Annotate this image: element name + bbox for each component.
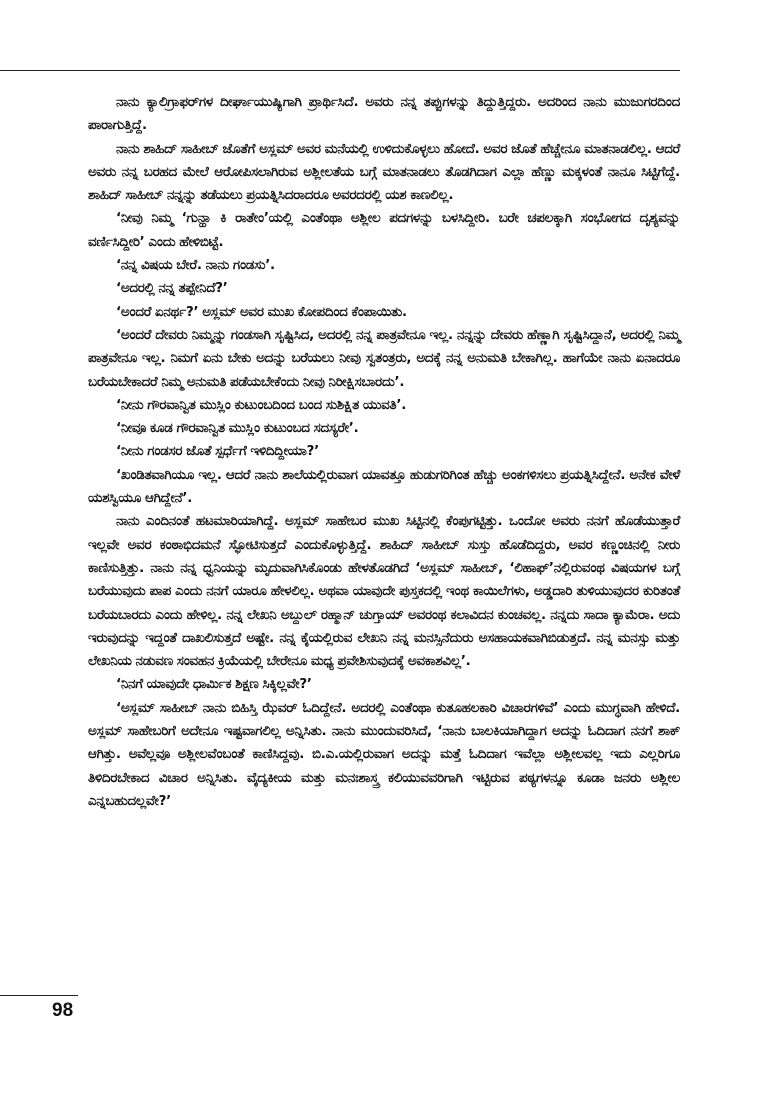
page-number: 98 [52, 1000, 74, 1021]
footer-rule [0, 995, 78, 996]
paragraph: ‘ನೀವು ನಿಮ್ಮ ‘ಗುನ್ಹಾ ಕಿ ರಾತೇಂ’ಯಲ್ಲಿ ಎಂತೆಂಥಾ ಅಶ್ಲೀಲ ಪದಗಳನ್ನು ಬಳಸಿದ್ದೀರಿ. ಬರೇ ಚಪಲಕ್ಕಾಗಿ ಸಂಭೋಗದ ದೃಶ್ಯವನ್ನು ವರ್ಣಿಸಿದ್ದೀರಿ’ ಎಂದು ಹೇಳಿಬಿಟ್ಟೆ. [88, 211, 680, 250]
paragraph: ‘ಅಂದರೆ ದೇವರು ನಿಮ್ಮನ್ನು ಗಂಡಸಾಗಿ ಸೃಷ್ಟಿಸಿದ, ಅದರಲ್ಲಿ ನನ್ನ ಪಾತ್ರವೇನೂ ಇಲ್ಲ. ನನ್ನನ್ನು ದೇವರು ಹೆಣ್ಣಾಗಿ ಸೃಷ್ಟಿಸಿದ್ದಾನೆ, ಅದರಲ್ಲಿ ನಿಮ್ಮ ಪಾತ್ರವೇನೂ ಇಲ್ಲ. ನಿಮಗೆ ಏನು ಬೇಕು ಅದನ್ನು ಬರೆಯಲು ನೀವು ಸ್ವತಂತ್ರರು, ಅದಕ್ಕೆ ನನ್ನ ಅನುಮತಿ ಬೇಕಾಗಿಲ್ಲ. ಹಾಗೆಯೇ ನಾನು ಏನಾದರೂ ಬರೆಯಬೇಕಾದರೆ ನಿಮ್ಮ ಅನುಮತಿ ಪಡೆಯಬೇಕೆಂದು ನೀವು ನಿರೀಕ್ಷಿಸಬಾರದು’. [88, 327, 680, 390]
paragraph: ‘ಅಂದರೆ ಏನರ್ಥ?’ ಅಸ್ಲಮ್ ಅವರ ಮುಖ ಕೋಪದಿಂದ ಕೆಂಪಾಯಿತು. [116, 304, 407, 320]
paragraph: ನಾನು ಎಂದಿನಂತೆ ಹಟಮಾರಿಯಾಗಿದ್ದೆ. ಅಸ್ಲಮ್ ಸಾಹೇಬರ ಮುಖ ಸಿಟ್ಟಿನಲ್ಲಿ ಕೆಂಪುಗಟ್ಟಿತ್ತು. ಒಂದೋ ಅವರು ನನಗೆ ಹೊಡೆಯುತ್ತಾರೆ ಇಲ್ಲವೇ ಅವರ ಕಂಠಾಭಿದಮನೆ ಸ್ಫೋಟಿಸುತ್ತದೆ ಎಂದುಕೊಳ್ಳುತ್ತಿದ್ದೆ. ಶಾಹಿದ್ ಸಾಹೀಬ್ ಸುಸ್ತು ಹೊಡೆದಿದ್ದರು, ಅವರ ಕಣ್ಣಂಚಿನಲ್ಲಿ ನೀರು ಕಾಣಿಸುತ್ತಿತ್ತು. ನಾನು ನನ್ನ ಧ್ವನಿಯನ್ನು ಮೃದುವಾಗಿಸಿಕೊಂಡು ಹೇಳತೊಡಗಿದೆ ‘ಅಸ್ಲಮ್ ಸಾಹೀಬ್, ‘ಲಿಹಾಫ್’ನಲ್ಲಿರುವಂಥ ವಿಷಯಗಳ ಬಗ್ಗೆ ಬರೆಯುವುದು ಪಾಪ ಎಂದು ನನಗೆ ಯಾರೂ ಹೇಳಲಿಲ್ಲ. ಅಥವಾ ಯಾವುದೇ ಪುಸ್ತಕದಲ್ಲಿ ಇಂಥ ಕಾಯಿಲೆಗಳು, ಅಡ್ಡದಾರಿ ತುಳಿಯುವುದರ ಕುರಿತಂತೆ ಬರೆಯಬಾರದು ಎಂದು ಹೇಳಿಲ್ಲ. ನನ್ನ ಲೇಖನಿ ಅಬ್ದುಲ್ ರಹ್ಮಾನ್ ಚುಗ್ತಾಯ್ ಅವರಂಥ ಕಲಾವಿದನ ಕುಂಚವಲ್ಲ. ನನ್ನದು ಸಾದಾ ಕ್ಯಾಮೆರಾ. ಅದು ಇರುವುದನ್ನು ಇದ್ದಂತೆ ದಾಖಲಿಸುತ್ತದೆ ಅಷ್ಟೇ. ನನ್ನ ಕೈಯಲ್ಲಿರುವ ಲೇಖನಿ ನನ್ನ ಮನಸ್ಸಿನೆದುರು ಅಸಹಾಯಕವಾಗಿಬಿಡುತ್ತದೆ. ನನ್ನ ಮನಸ್ಸು ಮತ್ತು ಲೇಖನಿಯ ನಡುವಣ ಸಂವಹನ ಕ್ರಿಯೆಯಲ್ಲಿ ಬೇರೇನೂ ಮಧ್ಯ ಪ್ರವೇಶಿಸುವುದಕ್ಕೆ ಅವಕಾಶವಿಲ್ಲ’. [88, 514, 680, 670]
paragraph: ‘ನೀನು ಗಂಡಸರ ಜೊತೆ ಸ್ಪರ್ಧೆಗೆ ಇಳಿದಿದ್ದೀಯಾ?’ [116, 444, 319, 460]
header-rule [0, 70, 680, 71]
paragraph: ‘ನನ್ನ ವಿಷಯ ಬೇರೆ. ನಾನು ಗಂಡಸು’. [116, 258, 275, 274]
paragraph: ‘ಅದರಲ್ಲಿ ನನ್ನ ತಪ್ಪೇನಿದೆ?’ [116, 281, 228, 297]
paragraph: ‘ಅಸ್ಲಮ್ ಸಾಹೀಬ್ ನಾನು ಬಿಹಿಸ್ತಿ ಝೆವರ್ ಓದಿದ್ದೇನೆ. ಅದರಲ್ಲಿ ಎಂತೆಂಥಾ ಕುತೂಹಲಕಾರಿ ವಿಚಾರಗಳಿವೆ’ ಎಂದು ಮುಗ್ಧವಾಗಿ ಹೇಳಿದೆ. ಅಸ್ಲಮ್ ಸಾಹೇಬರಿಗೆ ಅದೇನೂ ಇಷ್ಟವಾಗಲಿಲ್ಲ ಅನ್ನಿಸಿತು. ನಾನು ಮುಂದುವರಿಸಿದೆ, ‘ನಾನು ಬಾಲಕಿಯಾಗಿದ್ದಾಗ ಅದನ್ನು ಓದಿದಾಗ ನನಗೆ ಶಾಕ್ ಆಗಿತ್ತು. ಅವೆಲ್ಲವೂ ಅಶ್ಲೀಲವೆಂಬಂತೆ ಕಾಣಿಸಿದ್ದವು. ಬಿ.ಎ.ಯಲ್ಲಿರುವಾಗ ಅದನ್ನು ಮತ್ತೆ ಓದಿದಾಗ ಇವೆಲ್ಲಾ ಅಶ್ಲೀಲವಲ್ಲ ಇದು ಎಲ್ಲರಿಗೂ ತಿಳಿದಿರಬೇಕಾದ ವಿಚಾರ ಅನ್ನಿಸಿತು. ವೈದ್ಯಕೀಯ ಮತ್ತು ಮನಃಶಾಸ್ತ್ರ ಕಲಿಯುವವರಿಗಾಗಿ ಇಟ್ಟಿರುವ ಪಠ್ಯಗಳನ್ನೂ ಕೂಡಾ ಜನರು ಅಶ್ಲೀಲ ಎನ್ನಬಹುದಲ್ಲವೇ?’ [88, 700, 680, 809]
paragraph: ನಾನು ಶಾಹಿದ್ ಸಾಹೀಬ್ ಜೊತೆಗೆ ಅಸ್ಲಮ್ ಅವರ ಮನೆಯಲ್ಲಿ ಉಳಿದುಕೊಳ್ಳಲು ಹೋದೆ. ಅವರ ಜೊತೆ ಹೆಚ್ಚೇನೂ ಮಾತನಾಡಲಿಲ್ಲ. ಆದರೆ ಅವರು ನನ್ನ ಬರಹದ ಮೇಲೆ ಆರೋಪಿಸಲಾಗಿರುವ ಅಶ್ಲೀಲತೆಯ ಬಗ್ಗೆ ಮಾತನಾಡಲು ತೊಡಗಿದಾಗ ಎಲ್ಲಾ ಹೆಣ್ಣು ಮಕ್ಕಳಂತೆ ನಾನೂ ಸಿಟ್ಟಿಗೆದ್ದೆ. ಶಾಹಿದ್ ಸಾಹೀಬ್ ನನ್ನನ್ನು ತಡೆಯಲು ಪ್ರಯತ್ನಿಸಿದರಾದರೂ ಅವರದರಲ್ಲಿ ಯಶ ಕಾಣಲಿಲ್ಲ. [88, 141, 680, 204]
paragraph: ‘ನೀವೂ ಕೂಡ ಗೌರವಾನ್ವಿತ ಮುಸ್ಲಿಂ ಕುಟುಂಬದ ಸದಸ್ಯರೇ’. [116, 421, 359, 437]
paragraph: ನಾನು ಕ್ಯಾಲಿಗ್ರಾಫರ್‌ಗಳ ದೀರ್ಘಾಯುಷ್ಯಿಗಾಗಿ ಪ್ರಾರ್ಥಿಸಿದೆ. ಅವರು ನನ್ನ ತಪ್ಪುಗಳನ್ನು ತಿದ್ದುತ್ತಿದ್ದರು. ಅದರಿಂದ ನಾನು ಮುಜುಗರದಿಂದ ಪಾರಾಗುತ್ತಿದ್ದೆ. [88, 95, 680, 134]
paragraph: ‘ನಿನಗೆ ಯಾವುದೇ ಧಾರ್ಮಿಕ ಶಿಕ್ಷಣ ಸಿಕ್ಕಿಲ್ಲವೇ?’ [116, 677, 312, 693]
page-body [88, 91, 680, 813]
paragraph: ‘ನೀನು ಗೌರವಾನ್ವಿತ ಮುಸ್ಲಿಂ ಕುಟುಂಬದಿಂದ ಬಂದ ಸುಶಿಕ್ಷಿತ ಯುವತಿ’. [116, 397, 407, 413]
paragraph: ‘ಖಂಡಿತವಾಗಿಯೂ ಇಲ್ಲ. ಆದರೆ ನಾನು ಶಾಲೆಯಲ್ಲಿರುವಾಗ ಯಾವತ್ತೂ ಹುಡುಗರಿಗಿಂತ ಹೆಚ್ಚು ಅಂಕಗಳಿಸಲು ಪ್ರಯತ್ನಿಸಿದ್ದೇನೆ. ಅನೇಕ ವೇಳೆ ಯಶಸ್ವಿಯೂ ಆಗಿದ್ದೇನೆ’. [88, 467, 680, 507]
